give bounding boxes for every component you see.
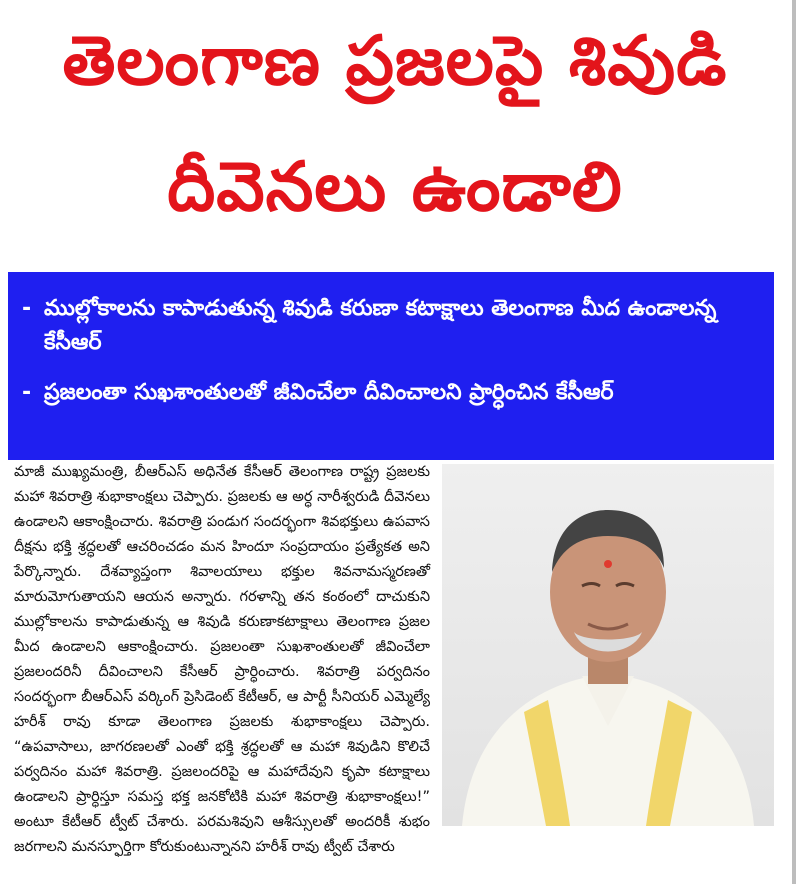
right-border-rule bbox=[792, 0, 796, 884]
headline-line-2: దీవెనలు ఉండాలి bbox=[167, 148, 623, 227]
article-body: మాజీ ముఖ్యమంత్రి, బీఆర్ఎస్ అధినేత కేసీఆర్ తెలంగాణ రాష్ట్ర ప్రజలకు మహా శివరాత్రి శుభాకాంక్షలు చెప్పారు. ప్రజలకు ఆ అర్ధ నారీశ్వరుడి దీవెనలు ఉండాలని ఆకాంక్షించారు. శివరాత్రి పండుగ సందర్భంగా శివభక్తులు ఉపవాస దీక్షను భక్తి శ్రద్ధలతో ఆచరించడం మన హిందూ సంప్రదాయం ప్రత్యేకత అని పేర్కొన్నారు. దేశవ్యాప్తంగా శివాలయాలు భక్తుల శివనామస్మరణతో మారుమోగుతాయని ఆయన అన్నారు. గరళాన్ని తన కంఠంలో దాచుకుని ముల్లోకాలను కాపాడుతున్న ఆ శివుడి కరుణాకటాక్షాలు తెలంగాణ ప్రజల మీద ఉండాలని ఆకాంక్షించారు. ప్రజలంతా సుఖశాంతులతో జీవించేలా ప్రజలందరినీ దీవించాలని కేసీఆర్ ప్రార్ధించారు. శివరాత్రి పర్వదినం సందర్భంగా బీఆర్ఎస్ వర్కింగ్ ప్రెసిడెంట్ కేటీఆర్, ఆ పార్టీ సీనియర్ ఎమ్మెల్యే హరీశ్ రావు కూడా తెలంగాణ ప్రజలకు శుభాకాంక్షలు చెప్పారు. “ఉపవాసాలు, జాగరణలతో ఎంతో భక్తి శ్రద్ధలతో ఆ మహా శివుడిని కొలిచే పర్వదినం మహా శివరాత్రి. ప్రజలందరిపై ఆ మహాదేవుని కృపా కటాక్షాలు ఉండాలని ప్రార్ధిస్తూ సమస్త భక్త జనకోటికి మహా శివరాత్రి శుభాకాంక్షలు!” అంటూ కేటీఆర్ ట్వీట్ చేశారు. పరమశివుని ఆశీస్సులతో అందరికీ శుభం జరగాలని మనస్ఫూర్తిగా కోరుకుంటున్నానని హరీశ్ రావు ట్వీట్ చేశారు bbox=[14, 464, 430, 855]
portrait-photo bbox=[442, 464, 774, 826]
highlight-dash: - bbox=[22, 296, 32, 321]
highlight-item-2 bbox=[22, 376, 760, 410]
highlight-text: ప్రజలంతా సుఖశాంతులతో జీవించేలా దీవించాలని ప్రార్ధించిన కేసీఆర్ bbox=[44, 380, 614, 405]
highlight-text: ముల్లోకాలను కాపాడుతున్న శివుడి కరుణా కటాక్షాలు తెలంగాణ మీద ఉండాలన్న కేసీఆర్ bbox=[44, 296, 717, 355]
highlight-item-1 bbox=[22, 292, 760, 360]
headline-line-1: తెలంగాణ ప్రజలపై శివుడి bbox=[62, 22, 728, 101]
article bbox=[14, 460, 774, 860]
highlights-box bbox=[8, 272, 774, 460]
highlight-dash: - bbox=[22, 380, 32, 405]
